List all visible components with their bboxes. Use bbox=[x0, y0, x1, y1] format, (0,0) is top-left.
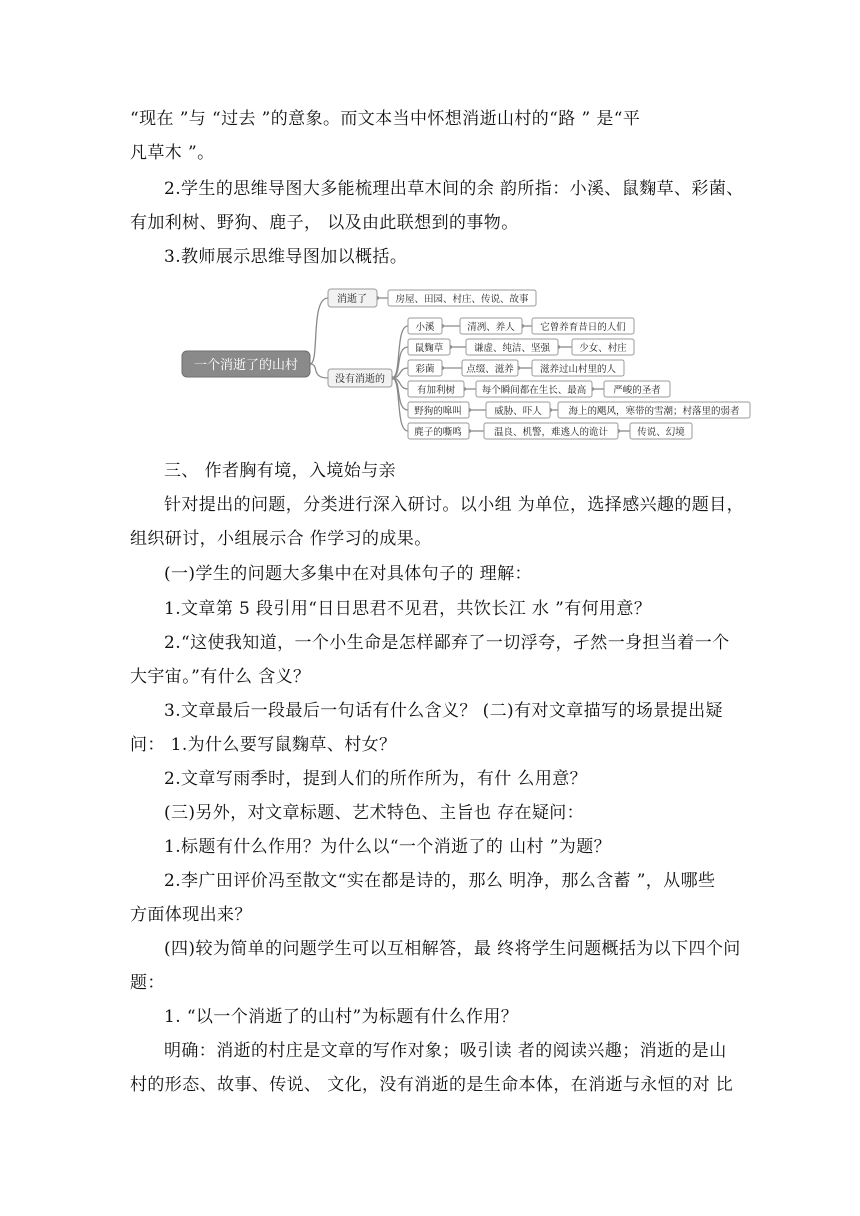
mindmap-item-label: 麂子的嘶鸣 bbox=[414, 427, 462, 438]
paragraph-line: 1.标题有什么作用？为什么以“一个消逝了的 山村 ”为题？ bbox=[164, 837, 612, 857]
paragraph-line: 1.文章第 5 段引用“日日思君不见君，共饮长江 水 ”有何用意？ bbox=[164, 599, 652, 619]
mindmap-item-label: 鼠麴草 bbox=[414, 343, 444, 354]
mindmap-end-label: 滋养过山村里的人 bbox=[539, 364, 617, 375]
paragraph-line: 方面体现出来？ bbox=[130, 905, 252, 925]
mindmap-mid-label: 点缀、滋养 bbox=[466, 364, 514, 375]
mindmap-item-label: 有加利树 bbox=[416, 385, 456, 396]
paragraph-line: 2.文章写雨季时，提到人们的所作所为，有什 么用意？ bbox=[164, 769, 588, 789]
mindmap-root-label: 一个消逝了的山村 bbox=[193, 358, 299, 373]
paragraph-line: (四)较为简单的问题学生可以互相解答，最 终将学生问题概括为以下四个问 bbox=[164, 939, 741, 959]
mindmap-end-label: 少女、村庄 bbox=[579, 343, 627, 354]
mindmap-end-label: 严峻的圣者 bbox=[613, 385, 661, 396]
mindmap-branch-label: 没有消逝的 bbox=[335, 374, 385, 385]
mind-map bbox=[180, 286, 760, 442]
mindmap-end-label: 传说、幻境 bbox=[637, 427, 685, 438]
mindmap-mid-label: 每个瞬间都在生长、最高 bbox=[481, 385, 587, 396]
paragraph-line: 针对提出的问题，分类进行深入研讨。以小组 为单位，选择感兴趣的题目， bbox=[164, 495, 745, 515]
mindmap-mid-label: 清冽、养人 bbox=[467, 322, 515, 333]
paragraph-line: 2.李广田评价冯至散文“实在都是诗的，那么 明净，那么含蓄 ”，从哪些 bbox=[164, 871, 716, 891]
paragraph-line: 3.教师展示思维导图加以概括。 bbox=[164, 247, 408, 267]
paragraph-line: “现在 ”与 “过去 ”的意象。而文本当中怀想消逝山村的“路 ” 是“平 bbox=[130, 109, 641, 129]
paragraph-line: 2.“这使我知道，一个小生命是怎样鄙弃了一切浮夸，孑然一身担当着一个 bbox=[164, 633, 730, 653]
mindmap-leaf-label: 房屋、田园、村庄、传说、故事 bbox=[395, 294, 529, 305]
mindmap-mid-label: 温良、机警，难逃人的诡计 bbox=[493, 427, 609, 438]
mindmap-item-label: 野狗的嗥叫 bbox=[414, 406, 462, 417]
paragraph-line: 3.文章最后一段最后一句话有什么含义？ (二)有对文章描写的场景提出疑 bbox=[164, 701, 723, 721]
mindmap-end-label: 它曾养育昔日的人们 bbox=[540, 322, 626, 333]
paragraph-line: (三)另外，对文章标题、艺术特色、主旨也 存在疑问： bbox=[164, 803, 585, 823]
paragraph-line: 村的形态、故事、传说、 文化，没有消逝的是生命本体，在消逝与永恒的对 比 bbox=[130, 1075, 734, 1095]
section-heading: 三、 作者胸有境，入境始与亲 bbox=[164, 461, 397, 481]
mindmap-mid-label: 谦虚、纯洁、坚强 bbox=[473, 343, 551, 354]
paragraph-line: 大宇宙。”有什么 含义？ bbox=[130, 667, 311, 687]
paragraph-line: 明确：消逝的村庄是文章的写作对象；吸引读 者的阅读兴趣；消逝的是山 bbox=[164, 1041, 727, 1061]
paragraph-line: 问： 1.为什么要写鼠麴草、村女？ bbox=[130, 735, 397, 755]
paragraph-line: 凡草木 ”。 bbox=[130, 143, 215, 163]
paragraph-line: 2.学生的思维导图大多能梳理出草木间的余 韵所指：小溪、鼠麴草、彩菌、 bbox=[164, 179, 744, 199]
mindmap-item-label: 彩菌 bbox=[415, 364, 435, 375]
paragraph-line: 有加利树、野狗、鹿子， 以及由此联想到的事物。 bbox=[130, 213, 519, 233]
mindmap-mid-label: 威胁、吓人 bbox=[494, 406, 542, 417]
paragraph-line: 题： bbox=[130, 973, 165, 993]
mindmap-branch-label: 消逝了 bbox=[337, 294, 367, 305]
paragraph-line: (一)学生的问题大多集中在对具体句子的 理解： bbox=[164, 564, 532, 584]
mindmap-end-label: 海上的飓风，寒带的雪潮；村落里的弱者 bbox=[568, 406, 740, 417]
paragraph-line: 1. “以一个消逝了的山村”为标题有什么作用？ bbox=[164, 1007, 519, 1027]
paragraph-line: 组织研讨，小组展示合 作学习的成果。 bbox=[130, 529, 432, 549]
mindmap-item-label: 小溪 bbox=[415, 322, 435, 333]
